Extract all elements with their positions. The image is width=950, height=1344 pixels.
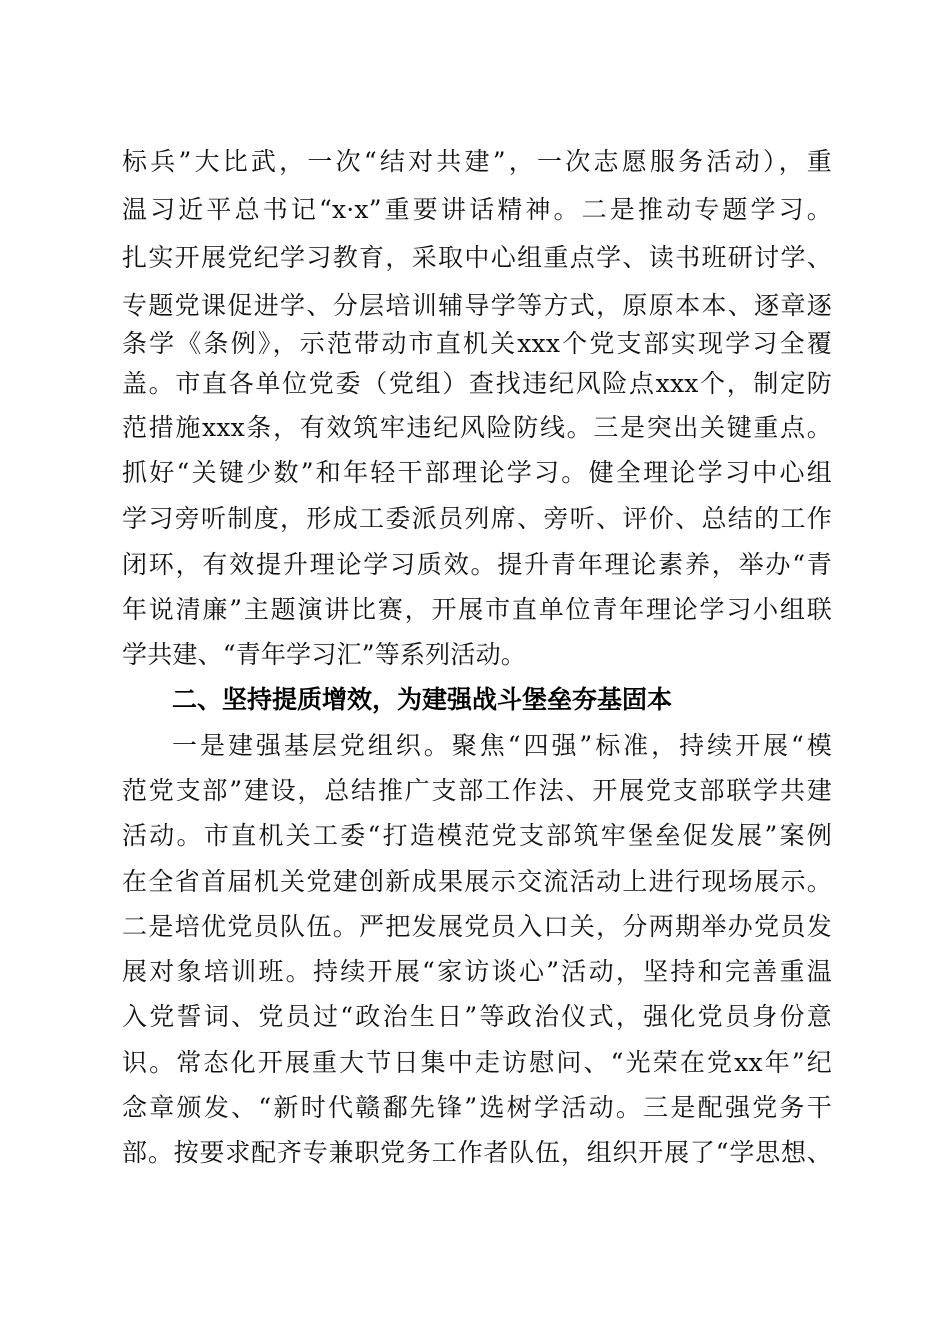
section-heading: 二、坚持提质增效，为建强战斗堡垒夯基固本 — [172, 685, 673, 714]
body-text-line: 专题党课促进学、分层培训辅导学等方式，原原本本、逐章逐 — [122, 291, 832, 320]
body-text-line: 展对象培训班。持续开展“家访谈心”活动，坚持和完善重温 — [122, 957, 832, 986]
body-text-line: 年说清廉”主题演讲比赛，开展市直单位青年理论学习小组联 — [122, 595, 832, 624]
body-text-line: 部。按要求配齐专兼职党务工作者队伍，组织开展了“学思想、 — [122, 1138, 832, 1167]
body-text-line: 学习旁听制度，形成工委派员列席、旁听、评价、总结的工作 — [122, 504, 832, 533]
body-text-line: 学共建、“青年学习汇”等系列活动。 — [122, 640, 526, 669]
body-text-line: 念章颁发、“新时代赣鄱先锋”选树学活动。三是配强党务干 — [122, 1093, 832, 1122]
body-text-line: 识。常态化开展重大节日集中走访慰问、“光荣在党xx年”纪 — [122, 1048, 832, 1077]
body-text-line: 二是培优党员队伍。严把发展党员入口关，分两期举办党员发 — [122, 912, 832, 941]
body-text-line: 闭环，有效提升理论学习质效。提升青年理论素养，举办“青 — [122, 550, 832, 579]
body-text-line: 扎实开展党纪学习教育，采取中心组重点学、读书班研讨学、 — [122, 243, 832, 272]
body-text-line: 条学《条例》，示范带动市直机关xxx个党支部实现学习全覆 — [122, 329, 832, 358]
body-text-line: 范党支部”建设，总结推广支部工作法、开展党支部联学共建 — [122, 776, 832, 805]
body-text-line: 盖。市直各单位党委（党组）查找违纪风险点xxx个，制定防 — [122, 369, 832, 398]
body-text-line: 范措施xxx条，有效筑牢违纪风险防线。三是突出关键重点。 — [122, 413, 832, 442]
body-text-line: 抓好“关键少数”和年轻干部理论学习。健全理论学习中心组 — [122, 458, 832, 487]
body-text-line: 入党誓词、党员过“政治生日”等政治仪式，强化党员身份意 — [122, 1002, 832, 1031]
body-text-line: 活动。市直机关工委“打造模范党支部筑牢堡垒促发展”案例 — [122, 821, 832, 850]
body-text-line: 在全省首届机关党建创新成果展示交流活动上进行现场展示。 — [122, 867, 832, 896]
body-text-line: 温习近平总书记“x·x”重要讲话精神。二是推动专题学习。 — [122, 195, 832, 224]
body-text-line: 标兵”大比武，一次“结对共建”，一次志愿服务活动），重 — [122, 147, 832, 176]
body-text-line: 一是建强基层党组织。聚焦“四强”标准，持续开展“模 — [172, 731, 832, 760]
